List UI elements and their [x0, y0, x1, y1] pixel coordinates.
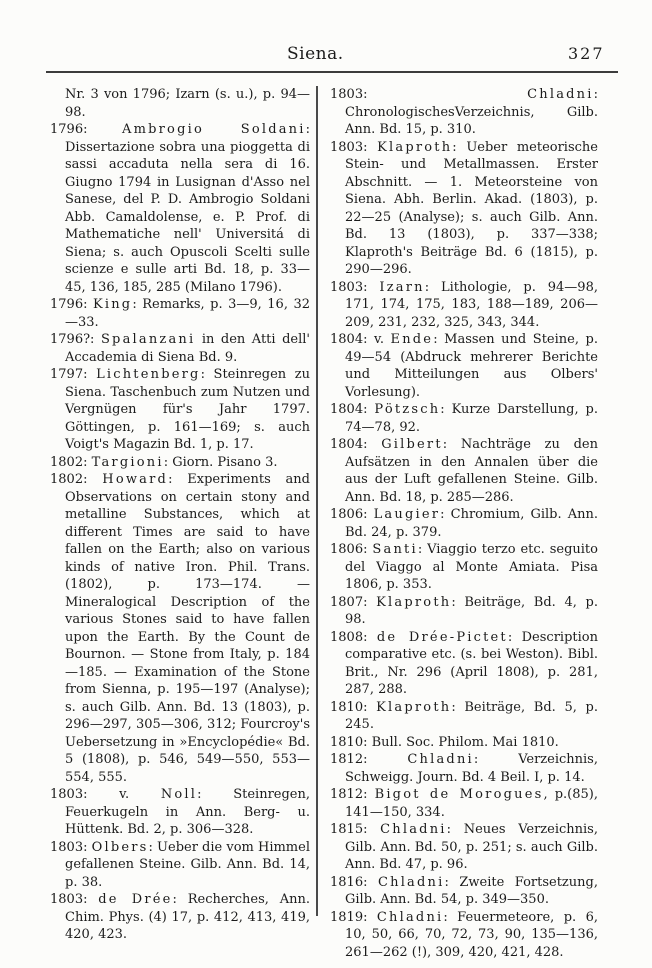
author-name: de Drée-Pictet — [376, 629, 508, 645]
entry-text: 1810: Bull. Soc. Philom. Mai 1810. — [330, 734, 559, 750]
bibliography-entry — [330, 821, 598, 874]
entry-text: : Recherches, Ann. Chim. Phys. (4) 17, p. 412, 413, 419, 420, 423. — [65, 892, 310, 942]
entry-text: 1797: — [50, 367, 97, 382]
entry-text: 1819: — [330, 909, 377, 925]
bibliography-entry — [50, 471, 310, 786]
text-columns — [50, 86, 606, 961]
bibliography-entry — [50, 331, 310, 366]
entry-text: : ChronologischesVerzeichnis, Gilb. Ann. Bd. 15, p. 310. — [345, 87, 598, 137]
entry-text: : Ueber meteorische Stein- und Metallmassen. Erster Abschnitt. — 1. Meteorsteine von Siena. Abh. Berlin. Akad. (1803), p. 22—25 (Analyse); s. auch Gilb. Ann. Bd. 13 (1803), p. 337—338; Klaproth's Beiträge Bd. 6 (1815), p. 290—296. — [345, 139, 598, 277]
bibliography-entry — [330, 751, 598, 786]
entry-text: : Remarks, p. 3—9, 16, 32—33. — [65, 297, 310, 330]
author-name: Klaproth — [376, 699, 452, 715]
bibliography-entry — [330, 734, 598, 752]
author-name: Klaproth — [377, 139, 453, 155]
bibliography-entry — [330, 401, 598, 436]
entry-text: 1803: — [50, 839, 92, 855]
bibliography-entry — [330, 699, 598, 734]
bibliography-entry — [330, 594, 598, 629]
bibliography-entry — [50, 121, 310, 296]
entry-text: 1796: — [50, 122, 122, 137]
entry-text: 1796?: — [50, 332, 101, 347]
entry-text: 1803: v. — [50, 787, 161, 802]
column-divider — [316, 86, 318, 916]
bibliography-entry — [330, 331, 598, 401]
entry-text: 1804: — [330, 437, 382, 452]
author-name: Targioni — [91, 454, 164, 470]
entry-text: : Viaggio terzo etc. seguito del Viaggo al Monte Amiata. Pisa 1806, p. 353. — [345, 542, 598, 592]
bibliography-entry — [330, 86, 598, 139]
entry-text: 1803: — [330, 139, 378, 155]
author-name: Laugier — [373, 507, 441, 522]
author-name: Chladni — [380, 822, 447, 837]
entry-text: : Description comparative etc. (s. bei Weston). Bibl. Brit., Nr. 296 (April 1808), p. 281, 287, 288. — [345, 629, 598, 697]
entry-text: : Chromium, Gilb. Ann. Bd. 24, p. 379. — [345, 507, 598, 540]
author-name: Pötzsch — [374, 402, 441, 417]
entry-text: : Verzeichnis, Schweigg. Journ. Bd. 4 Beil. I, p. 14. — [345, 752, 598, 785]
header-rule — [46, 71, 618, 73]
bibliography-entry — [50, 891, 310, 944]
entry-text: : Steinregen zu Siena. Taschenbuch zum Nutzen und Vergnügen für's Jahr 1797. Göttingen, p. 161—169; s. auch Voigt's Magazin Bd. 1, p. 17. — [65, 367, 310, 452]
bibliography-entry — [330, 909, 598, 962]
entry-text: 1810: — [330, 699, 377, 715]
entry-text: : Feuermeteore, p. 6, 10, 50, 66, 70, 72, 73, 90, 135—136, 261—262 (!), 309, 420, 421, 428. — [345, 909, 598, 960]
author-name: Lichtenberg — [96, 367, 201, 382]
running-head-title: Siena. — [287, 44, 344, 64]
author-name: King — [92, 297, 133, 312]
page-header — [0, 40, 652, 66]
author-name: Olbers — [91, 839, 149, 855]
entry-text: 1804: — [330, 402, 375, 417]
author-name: Chladni — [377, 874, 445, 890]
entry-text: 1807: — [330, 594, 377, 610]
bibliography-entry — [330, 541, 598, 594]
author-name: Spalanzani — [100, 332, 196, 347]
entry-text: Nr. 3 von 1796; Izarn (s. u.), p. 94—98. — [65, 87, 310, 120]
page-number: 327 — [568, 44, 605, 63]
author-name: Howard — [102, 472, 169, 487]
entry-text: 1812: — [330, 752, 408, 767]
entry-text: in den Atti dell' Accademia di Siena Bd. 9. — [65, 332, 310, 365]
entry-text: : Giorn. Pisano 3. — [163, 454, 278, 470]
author-name: Gilbert — [381, 437, 443, 452]
entry-text: 1806: — [330, 542, 373, 557]
entry-text: : Ueber die vom Himmel gefallenen Steine. Gilb. Ann. Bd. 14, p. 38. — [65, 839, 310, 890]
entry-text: : Zweite Fortsetzung, Gilb. Ann. Bd. 54, p. 349—350. — [345, 874, 598, 907]
entry-text: : Beiträge, Bd. 4, p. 98. — [345, 594, 598, 627]
entry-text: 1802: — [50, 454, 92, 470]
bibliography-entry — [330, 279, 598, 332]
entry-text: : Nachträge zu den Aufsätzen in den Annalen über die aus der Luft gefallenen Steine. Gilb. Ann. Bd. 18, p. 285—286. — [345, 437, 598, 505]
entry-text: 1803: — [50, 892, 99, 907]
bibliography-entry — [330, 629, 598, 699]
entry-text: 1802: — [50, 472, 103, 487]
entry-text: 1796: — [50, 297, 93, 312]
entry-text: : Dissertazione sobra una pioggetta di sassi accaduta nella sera di 16. Giugno 1794 in Lusignan d'Asso nel Sanese, del P. D. Ambrogio Soldani Abb. Camaldolense, e. P. Prof. di Mathematiche nell' Universitá di Siena; s. auch Opuscoli Scelti sulle scienze e sulle arti Bd. 18, p. 33—45, 136, 185, 285 (Milano 1796). — [65, 122, 310, 295]
entry-text: : Experiments and Observations on certain stony and metalline Substances, which at different Times are said to have fallen on the Earth; also on various kinds of native Iron. Phil. Trans. (1802), p. 173—174. — Mineralogical Description of the various Stones said to have fallen upon the Earth. By the Count de Bournon. — Stone from Italy, p. 184—185. — Examination of the Stone from Sienna, p. 195—197 (Analyse); s. auch Gilb. Ann. Bd. 13 (1803), p. 296—297, 305—306, 312; Fourcroy's Uebersetzung in »Encyclopédie« Bd. 5 (1808), p. 546, 549—550, 553—554, 555. — [65, 472, 310, 785]
entry-text: 1803: — [330, 87, 528, 102]
author-name: Chladni — [407, 752, 474, 767]
entry-text: : Steinregen, Feuerkugeln in Ann. Berg- u. Hüttenk. Bd. 2, p. 306—328. — [65, 787, 311, 837]
author-name: Chladni — [527, 87, 594, 102]
bibliography-entry — [50, 296, 310, 331]
bibliography-entry — [330, 786, 598, 821]
bibliography-entry — [50, 839, 310, 892]
bibliography-entry — [50, 366, 310, 454]
entry-text: : Neues Verzeichnis, Gilb. Ann. Bd. 50, p. 251; s. auch Gilb. Ann. Bd. 47, p. 96. — [345, 822, 598, 872]
entry-text: : Massen und Steine, p. 49—54 (Abdruck mehrerer Berichte und Mitteilungen aus Olbers' Vorlesung). — [345, 332, 598, 400]
bibliography-entry — [330, 874, 598, 909]
entry-text: 1812: — [330, 787, 375, 802]
entry-text: 1816: — [330, 874, 378, 890]
bibliography-entry — [330, 139, 598, 279]
author-name: Chladni — [376, 909, 444, 925]
right-column — [330, 86, 598, 961]
entry-text: 1803: — [330, 279, 380, 295]
author-name: Bigot de Morogues — [374, 787, 544, 802]
author-name: Ende — [390, 332, 434, 347]
author-name: de Drée — [98, 892, 173, 907]
entry-text: : Kurze Darstellung, p. 74—78, 92. — [345, 402, 598, 435]
bibliography-entry — [50, 454, 310, 472]
bibliography-entry — [330, 506, 598, 541]
bibliography-entry — [50, 786, 310, 839]
author-name: Izarn — [379, 279, 425, 295]
entry-text: : Lithologie, p. 94—98, 171, 174, 175, 183, 188—189, 206—209, 231, 232, 325, 343, 344. — [345, 279, 598, 330]
entry-continuation — [50, 86, 310, 121]
entry-text: 1815: — [330, 822, 381, 837]
left-column — [50, 86, 310, 944]
bibliography-entry — [330, 436, 598, 506]
author-name: Noll — [160, 787, 198, 802]
entry-text: , p.(85), 141—150, 334. — [345, 787, 598, 820]
author-name: Santi — [372, 542, 418, 557]
entry-text: 1804: v. — [330, 332, 391, 347]
author-name: Klaproth — [376, 594, 452, 610]
entry-text: : Beiträge, Bd. 5, p. 245. — [345, 699, 598, 732]
author-name: Ambrogio Soldani — [122, 122, 306, 137]
entry-text: 1806: — [330, 507, 374, 522]
entry-text: 1808: — [330, 629, 377, 645]
